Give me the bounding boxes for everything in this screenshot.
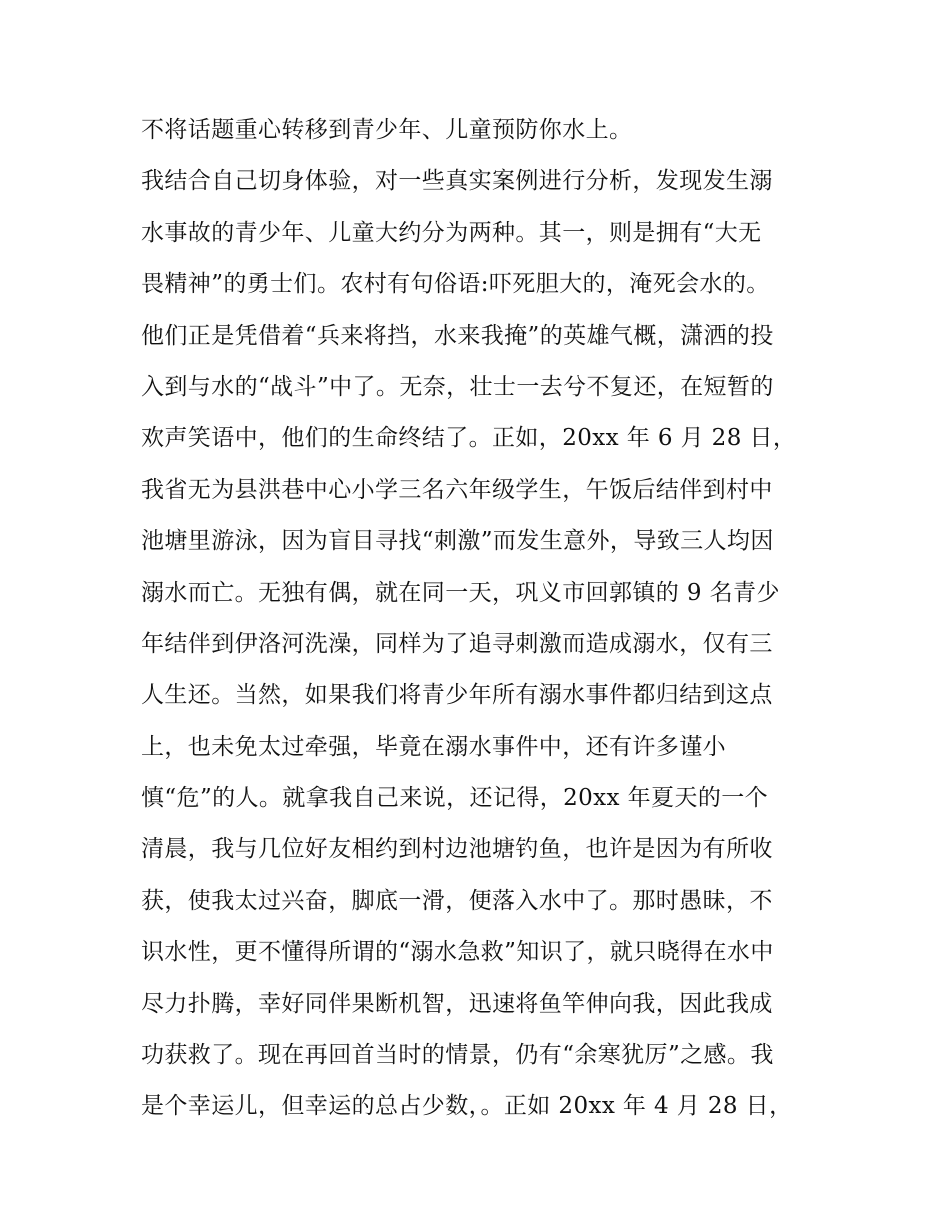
body-text [141, 105, 821, 1133]
text-line-4: 畏精神”的勇士们。农村有句俗语:吓死胆大的，淹死会水的。 [141, 271, 770, 298]
text-line-5: 他们正是凭借着“兵来将挡，水来我掩”的英雄气概，潇洒的投 [141, 322, 774, 349]
text-line-1: 不将话题重心转移到青少年、儿童预防你水上。 [141, 117, 633, 143]
text-line-8: 我省无为县洪巷中心小学三名六年级学生，午饭后结伴到村中 [141, 476, 773, 503]
text-line-7: 欢声笑语中，他们的生命终结了。正如，20xx 年 6 月 28 日， [141, 425, 797, 452]
text-line-13: 上，也未免太过牵强，毕竟在溺水事件中，还有许多谨小 [141, 733, 726, 760]
text-line-16: 获，使我太过兴奋，脚底一滑，便落入水中了。那时愚昧，不 [141, 887, 773, 914]
text-line-17: 识水性，更不懂得所谓的“溺水急救”知识了，就只晓得在水中 [141, 939, 774, 966]
text-line-11: 年结伴到伊洛河洗澡，同样为了追寻刺激而造成溺水，仅有三 [141, 630, 773, 657]
text-line-12: 人生还。当然，如果我们将青少年所有溺水事件都归结到这点 [141, 682, 773, 709]
text-line-6: 入到与水的“战斗”中了。无奈，壮士一去兮不复还，在短暂的 [141, 373, 774, 400]
text-line-2: 我结合自己切身体验，对一些真实案例进行分析，发现发生溺 [141, 168, 773, 195]
text-line-18: 尽力扑腾，幸好同伴果断机智，迅速将鱼竿伸向我，因此我成 [141, 990, 773, 1017]
text-line-14: 慎“危”的人。就拿我自己来说，还记得，20xx 年夏天的一个 [141, 785, 769, 812]
text-line-20: 是个幸运儿，但幸运的总占少数，。正如 20xx 年 4 月 28 日， [141, 1093, 793, 1120]
text-line-10: 溺水而亡。无独有偶，就在同一天，巩义市回郭镇的 9 名青少 [141, 579, 780, 606]
text-line-19: 功获救了。现在再回首当时的情景，仍有“余寒犹厉”之感。我 [141, 1042, 774, 1069]
text-line-15: 清晨，我与几位好友相约到村边池塘钓鱼，也许是因为有所收 [141, 836, 773, 863]
text-line-9: 池塘里游泳，因为盲目寻找“刺激”而发生意外，导致三人均因 [141, 528, 774, 555]
text-line-3: 水事故的青少年、儿童大约分为两种。其一，则是拥有“大无 [141, 219, 762, 246]
